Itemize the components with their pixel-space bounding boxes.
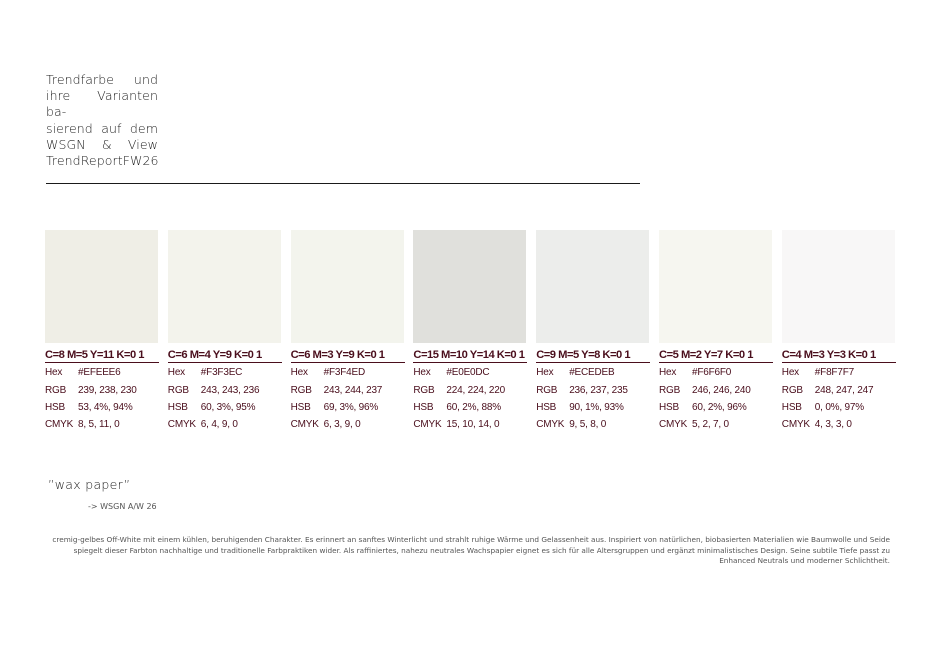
hex-row-label: Hex bbox=[167, 367, 185, 378]
hex-row-label: Hex bbox=[781, 367, 799, 378]
cmyk-row bbox=[168, 419, 288, 431]
color-swatch bbox=[45, 230, 158, 343]
hsb-row bbox=[291, 402, 411, 414]
hsb-row-value: 60, 3%, 95% bbox=[200, 402, 256, 413]
cmyk-row bbox=[413, 419, 533, 431]
rgb-row-value: 246, 246, 240 bbox=[692, 385, 751, 396]
hex-row bbox=[782, 367, 902, 379]
rgb-row bbox=[782, 385, 902, 397]
rgb-row-value: 243, 243, 236 bbox=[200, 385, 260, 396]
hsb-row-label: HSB bbox=[781, 402, 802, 413]
divider-line bbox=[46, 183, 640, 184]
cmyk-heading: C=6 M=4 Y=9 K=0 1 bbox=[168, 349, 282, 363]
rgb-row-label: RGB bbox=[413, 385, 435, 396]
color-swatch bbox=[782, 230, 895, 343]
cmyk-row-value: 8, 5, 11, 0 bbox=[78, 419, 120, 430]
hsb-row-label: HSB bbox=[290, 402, 311, 413]
cmyk-row-value: 6, 3, 9, 0 bbox=[323, 419, 361, 430]
color-swatch-grid bbox=[45, 230, 905, 430]
cmyk-row bbox=[659, 419, 779, 431]
intro-line: WSGN & View bbox=[46, 136, 158, 152]
hex-row-label: Hex bbox=[413, 367, 431, 378]
rgb-row-value: 239, 238, 230 bbox=[78, 385, 137, 396]
cmyk-row bbox=[536, 419, 656, 431]
cmyk-row-label: CMYK bbox=[167, 419, 196, 430]
cmyk-row-label: CMYK bbox=[45, 419, 74, 430]
hsb-row-value: 53, 4%, 94% bbox=[78, 402, 133, 413]
cmyk-row-value: 5, 2, 7, 0 bbox=[692, 419, 729, 430]
color-swatch-column bbox=[290, 230, 404, 430]
hsb-row-label: HSB bbox=[659, 402, 679, 413]
color-swatch bbox=[659, 230, 772, 343]
cmyk-heading: C=4 M=3 Y=3 K=0 1 bbox=[782, 349, 896, 363]
hsb-row-value: 90, 1%, 93% bbox=[569, 402, 624, 413]
rgb-row-value: 236, 237, 235 bbox=[569, 385, 628, 396]
cmyk-row-value: 6, 4, 9, 0 bbox=[200, 419, 238, 430]
intro-line: sierend auf dem bbox=[46, 120, 158, 136]
hex-row bbox=[45, 367, 165, 379]
hsb-row bbox=[168, 402, 288, 414]
rgb-row-label: RGB bbox=[536, 385, 558, 396]
rgb-row-value: 243, 244, 237 bbox=[323, 385, 383, 396]
color-swatch-column bbox=[413, 230, 526, 430]
rgb-row-value: 224, 224, 220 bbox=[446, 385, 505, 396]
cmyk-row bbox=[45, 419, 165, 431]
hex-row-value: #F8F7F7 bbox=[814, 367, 854, 378]
hex-row-value: #ECEDEB bbox=[569, 367, 615, 378]
hsb-row-value: 60, 2%, 88% bbox=[446, 402, 501, 413]
hsb-row-label: HSB bbox=[413, 402, 434, 413]
color-swatch-column bbox=[536, 230, 649, 430]
hsb-row-label: HSB bbox=[167, 402, 188, 413]
intro-line: ihre Varianten ba- bbox=[46, 88, 158, 120]
rgb-row bbox=[413, 385, 533, 397]
hex-row-label: Hex bbox=[290, 367, 308, 378]
cmyk-heading: C=15 M=10 Y=14 K=0 1 bbox=[413, 349, 527, 363]
cmyk-heading: C=8 M=5 Y=11 K=0 1 bbox=[45, 349, 159, 363]
rgb-row bbox=[45, 385, 165, 397]
cmyk-row bbox=[782, 419, 902, 431]
source-reference: -> WSGN A/W 26 bbox=[88, 502, 157, 511]
hex-row-value: #F3F3EC bbox=[200, 367, 243, 378]
rgb-row-label: RGB bbox=[45, 385, 67, 396]
hsb-row-label: HSB bbox=[45, 402, 65, 413]
color-name-title: ”wax paper” bbox=[48, 477, 131, 492]
cmyk-row-value: 15, 10, 14, 0 bbox=[446, 419, 500, 430]
hsb-row bbox=[45, 402, 165, 414]
rgb-row bbox=[291, 385, 411, 397]
hex-row-label: Hex bbox=[536, 367, 554, 378]
color-swatch-column bbox=[659, 230, 772, 430]
rgb-row-label: RGB bbox=[781, 385, 803, 396]
cmyk-row-label: CMYK bbox=[413, 419, 442, 430]
intro-line: TrendReportFW26 bbox=[46, 153, 159, 169]
hex-row-value: #F6F6F0 bbox=[692, 367, 732, 378]
rgb-row-label: RGB bbox=[167, 385, 189, 396]
color-swatch bbox=[291, 230, 404, 343]
cmyk-row-label: CMYK bbox=[781, 419, 810, 430]
hex-row bbox=[413, 367, 533, 379]
hex-row-value: #E0E0DC bbox=[446, 367, 490, 378]
hex-row-label: Hex bbox=[659, 367, 677, 378]
hex-row-value: #EFEEE6 bbox=[78, 367, 121, 378]
cmyk-row-label: CMYK bbox=[659, 419, 688, 430]
color-swatch-column bbox=[167, 230, 281, 430]
cmyk-row-label: CMYK bbox=[536, 419, 565, 430]
rgb-row bbox=[168, 385, 288, 397]
rgb-row-label: RGB bbox=[659, 385, 681, 396]
hsb-row bbox=[536, 402, 656, 414]
hsb-row bbox=[413, 402, 533, 414]
cmyk-heading: C=6 M=3 Y=9 K=0 1 bbox=[291, 349, 405, 363]
hex-row bbox=[168, 367, 288, 379]
color-description: cremig-gelbes Off-White mit einem kühlen, beruhigenden Charakter. Es erinnert an sanftes Winterlicht und strahlt ruhige Wärme und Gelassenheit aus. Inspiriert von natürlichen, biobasierten Materialien wie Baumwolle und Seide spiegelt dieser Farbton nachhaltige und traditionelle Farbpraktiken wider. Als raffiniertes, nahezu neutrales Wachspapier eignet es sich für alle Altersgruppen und ergänzt minimalistisches Design. Seine subtile Tiefe passt zu Enhanced Neutrals und moderner Schlichtheit. bbox=[52, 535, 890, 566]
hsb-row-value: 60, 2%, 96% bbox=[692, 402, 747, 413]
hex-row bbox=[536, 367, 656, 379]
rgb-row-label: RGB bbox=[290, 385, 312, 396]
cmyk-row-label: CMYK bbox=[290, 419, 319, 430]
cmyk-row-value: 9, 5, 8, 0 bbox=[569, 419, 607, 430]
color-swatch bbox=[168, 230, 281, 343]
intro-line: Trendfarbe und bbox=[46, 72, 158, 87]
rgb-row bbox=[536, 385, 656, 397]
rgb-row-value: 248, 247, 247 bbox=[814, 385, 874, 396]
cmyk-row-value: 4, 3, 3, 0 bbox=[814, 419, 852, 430]
hsb-row bbox=[659, 402, 779, 414]
rgb-row bbox=[659, 385, 779, 397]
hex-row bbox=[659, 367, 779, 379]
cmyk-heading: C=5 M=2 Y=7 K=0 1 bbox=[659, 349, 773, 363]
color-swatch bbox=[536, 230, 649, 343]
hex-row bbox=[291, 367, 411, 379]
cmyk-row bbox=[291, 419, 411, 431]
hex-row-value: #F3F4ED bbox=[323, 367, 365, 378]
color-swatch bbox=[413, 230, 526, 343]
color-swatch-column bbox=[781, 230, 895, 430]
cmyk-heading: C=9 M=5 Y=8 K=0 1 bbox=[536, 349, 650, 363]
hsb-row-value: 0, 0%, 97% bbox=[814, 402, 864, 413]
hex-row-label: Hex bbox=[45, 367, 63, 378]
hsb-row bbox=[782, 402, 902, 414]
hsb-row-value: 69, 3%, 96% bbox=[323, 402, 379, 413]
intro-text bbox=[46, 72, 158, 169]
hsb-row-label: HSB bbox=[536, 402, 557, 413]
color-swatch-column bbox=[45, 230, 158, 430]
